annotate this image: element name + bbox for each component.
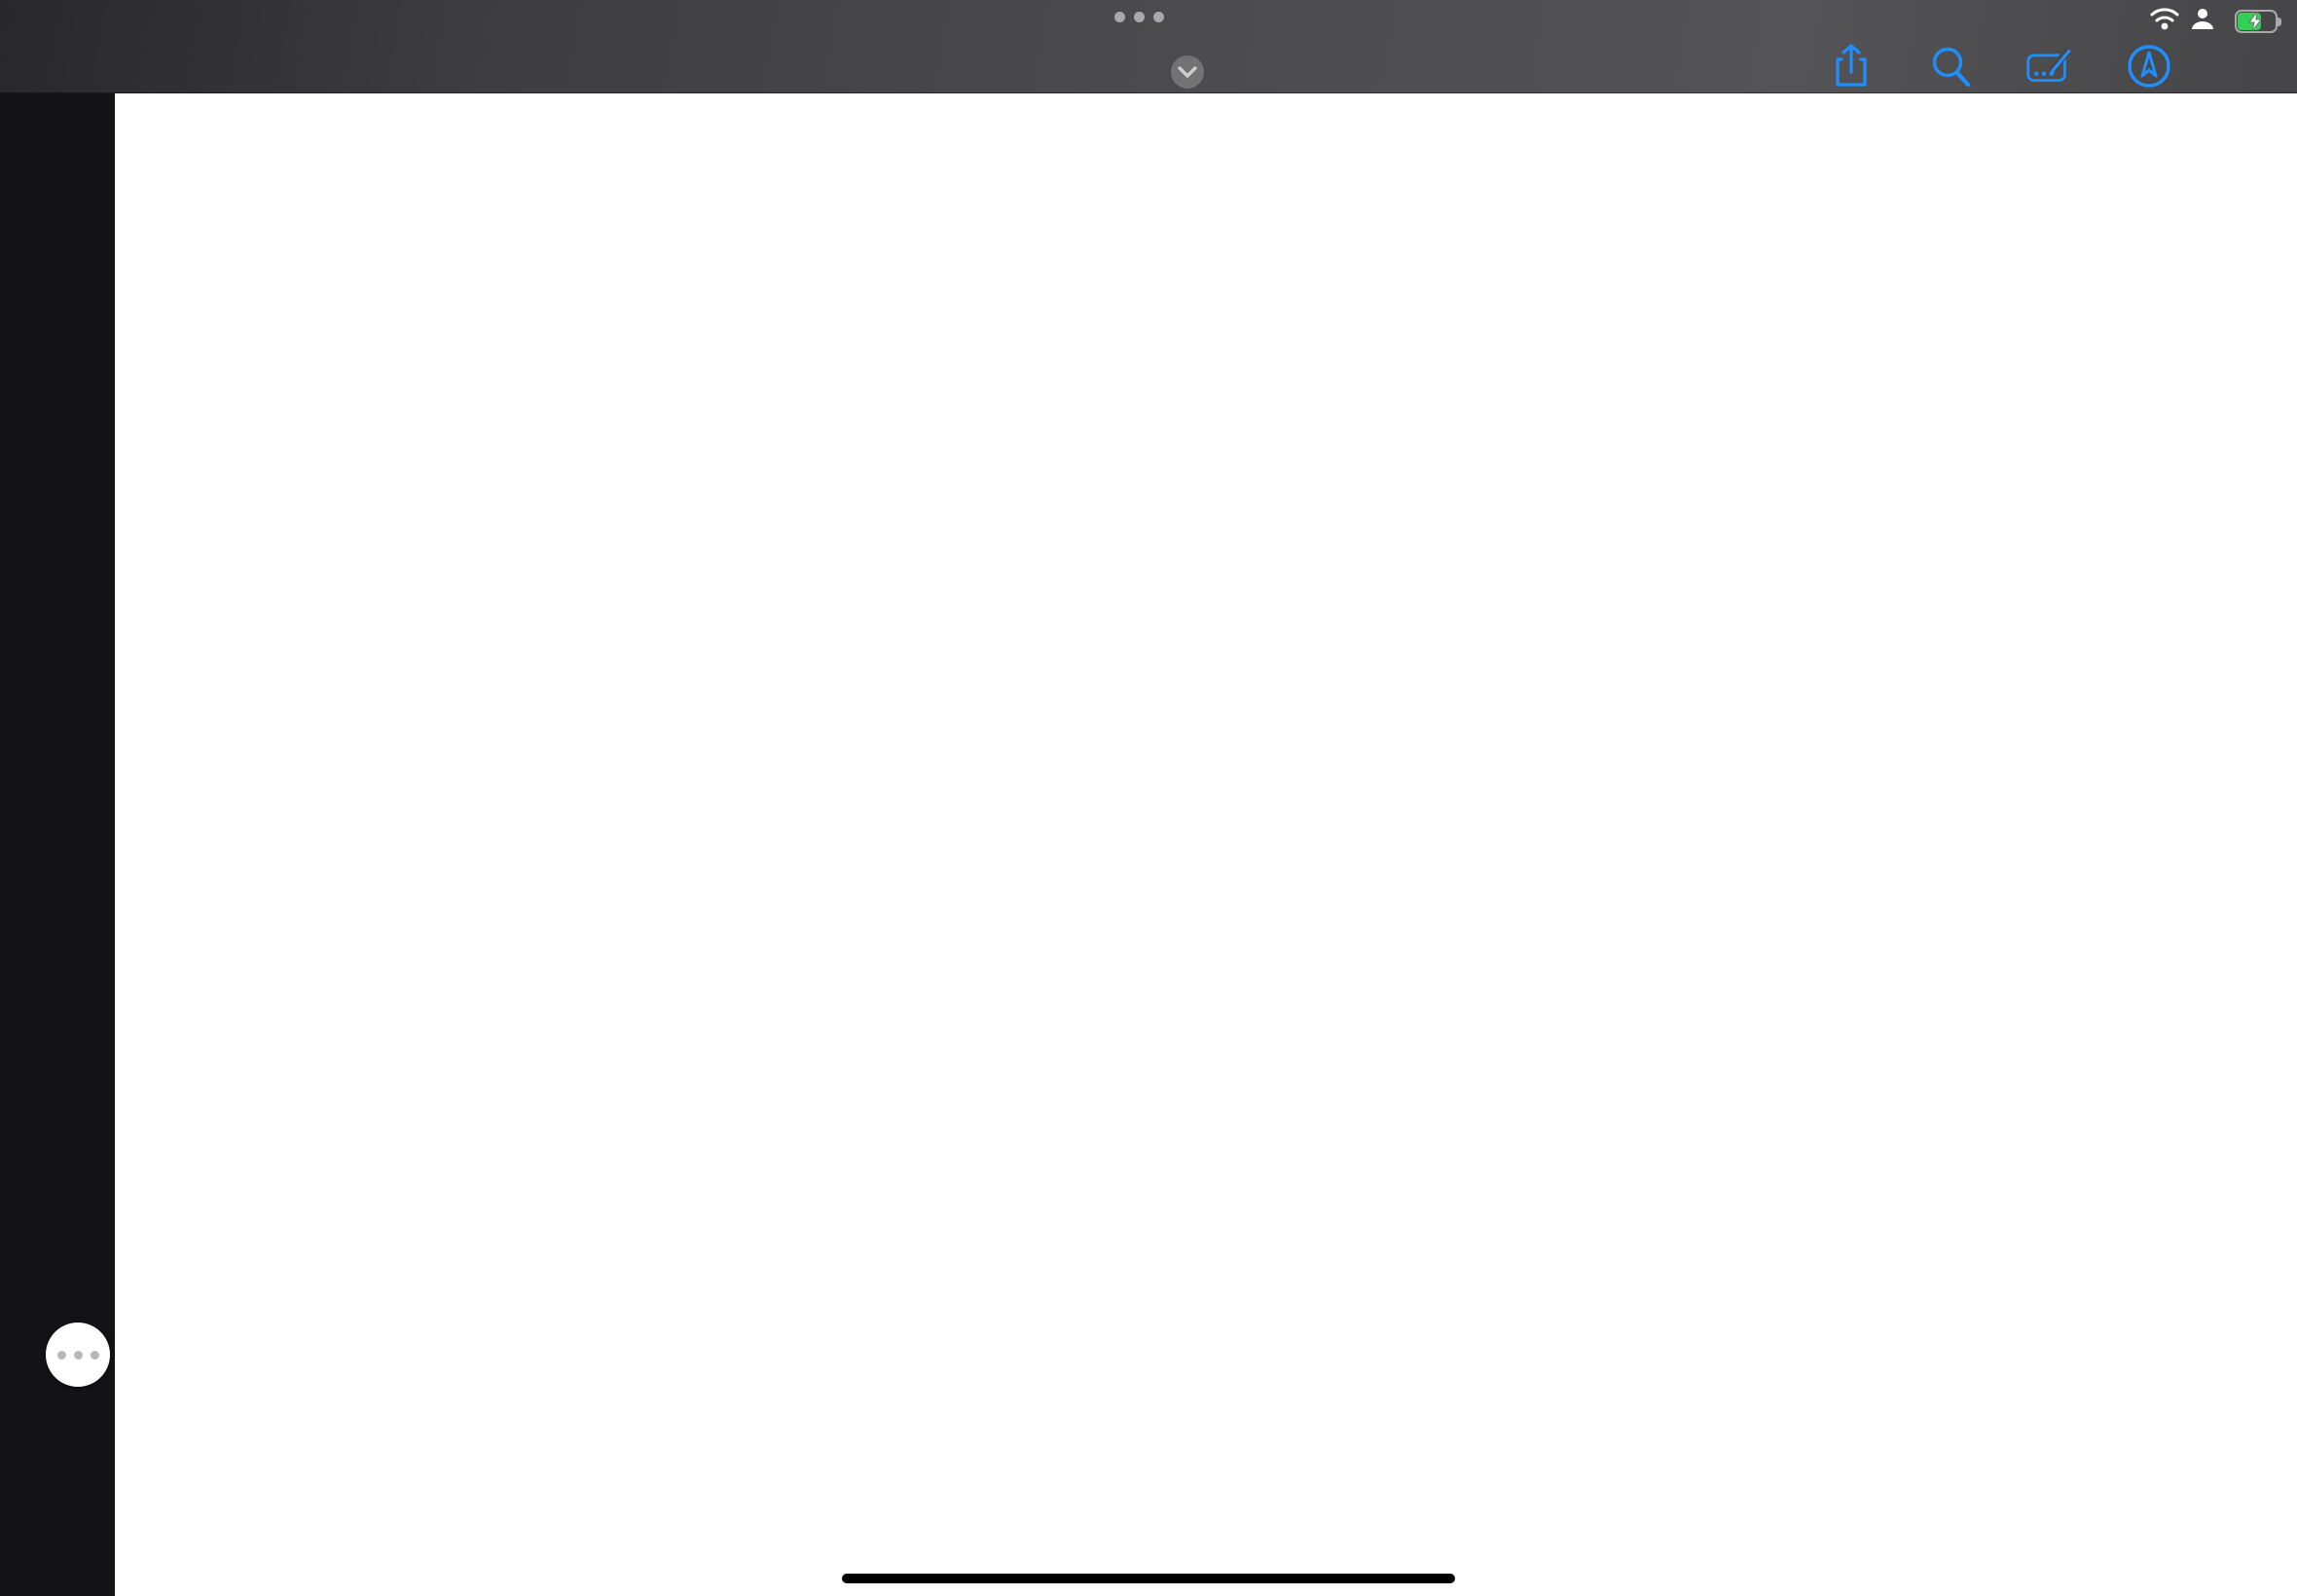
share-icon[interactable] [1828, 43, 1875, 90]
activity-bar-chart [681, 501, 1810, 1105]
wifi-icon [2149, 6, 2180, 36]
chevron-down-icon[interactable] [1171, 55, 1204, 89]
thumbnail-sidebar [0, 93, 115, 1596]
ok-button[interactable] [2225, 43, 2272, 90]
status-right [2149, 6, 2283, 36]
app-header [0, 0, 2297, 93]
more-dots-button[interactable] [46, 1323, 110, 1387]
toolbar-actions [1828, 43, 2272, 90]
pdf-page[interactable] [115, 93, 2297, 1596]
home-indicator[interactable] [842, 1574, 1455, 1583]
multitask-dots-icon[interactable] [1114, 12, 1164, 22]
battery-charging-icon [2235, 10, 2283, 33]
search-icon[interactable] [1927, 43, 1974, 90]
markup-pencil-icon[interactable] [2026, 43, 2073, 90]
user-icon [2190, 6, 2215, 36]
status-left [29, 6, 55, 32]
annotation-pointer-icon[interactable] [2126, 43, 2172, 90]
